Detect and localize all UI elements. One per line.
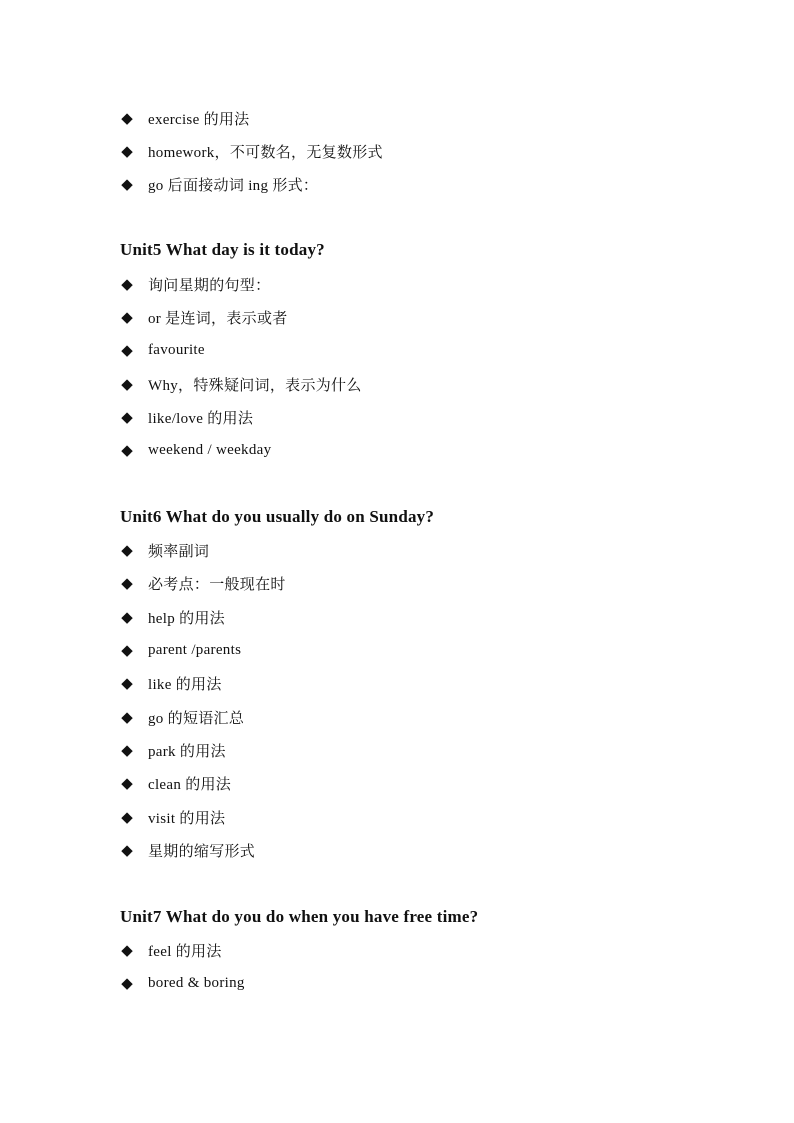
list-item-text: weekend / weekday [148, 441, 272, 458]
diamond-bullet-icon: ◆ [121, 109, 133, 127]
diamond-bullet-icon: ◆ [121, 608, 133, 626]
list-item [120, 272, 270, 296]
list-item [120, 838, 255, 862]
diamond-bullet-icon: ◆ [121, 941, 133, 959]
unit5-heading: Unit5 What day is it today? [120, 240, 325, 259]
list-item [120, 738, 226, 762]
list-item [120, 605, 225, 629]
list-item [120, 805, 225, 829]
list-item [120, 305, 288, 329]
diamond-bullet-icon: ◆ [121, 175, 133, 193]
list-item-text: visit 的用法 [148, 810, 226, 827]
list-item [120, 971, 245, 995]
list-item [120, 438, 271, 462]
list-item [120, 538, 209, 562]
diamond-bullet-icon: ◆ [121, 808, 133, 826]
diamond-bullet-icon: ◆ [121, 408, 133, 426]
list-item-text: exercise 的用法 [148, 111, 250, 128]
list-item-text: homework，不可数名，无复数形式 [148, 144, 383, 161]
list-item [120, 106, 249, 130]
diamond-bullet-icon: ◆ [121, 841, 133, 859]
list-item [120, 338, 205, 362]
list-item-text: go 后面接动词 ing 形式： [148, 177, 319, 194]
list-item-text: park 的用法 [148, 743, 226, 760]
diamond-bullet-icon: ◆ [121, 341, 133, 359]
unit7-heading: Unit7 What do you do when you have free time? [120, 907, 479, 926]
diamond-bullet-icon: ◆ [121, 574, 133, 592]
diamond-bullet-icon: ◆ [121, 275, 133, 293]
list-item [120, 638, 241, 662]
list-item-text: parent /parents [148, 641, 242, 658]
diamond-bullet-icon: ◆ [121, 142, 133, 160]
list-item-text: favourite [148, 341, 205, 358]
unit6-heading: Unit6 What do you usually do on Sunday? [120, 507, 435, 526]
list-item [120, 671, 222, 695]
list-item [120, 372, 362, 396]
list-item [120, 771, 231, 795]
diamond-bullet-icon: ◆ [121, 708, 133, 726]
list-item-text: 必考点：一般现在时 [148, 576, 286, 593]
list-item-text: bored & boring [148, 974, 245, 991]
diamond-bullet-icon: ◆ [121, 308, 133, 326]
list-item-text: Why，特殊疑问词，表示为什么 [148, 377, 362, 394]
list-item [120, 139, 383, 163]
diamond-bullet-icon: ◆ [121, 741, 133, 759]
list-item-text: 频率副词 [148, 543, 210, 560]
list-item-text: help 的用法 [148, 610, 225, 627]
diamond-bullet-icon: ◆ [121, 441, 133, 459]
diamond-bullet-icon: ◆ [121, 774, 133, 792]
diamond-bullet-icon: ◆ [121, 674, 133, 692]
list-item [120, 405, 253, 429]
list-item-text: go 的短语汇总 [148, 710, 245, 727]
list-item-text: or 是连词，表示或者 [148, 310, 288, 327]
diamond-bullet-icon: ◆ [121, 541, 133, 559]
list-item-text: clean 的用法 [148, 776, 232, 793]
list-item [120, 938, 222, 962]
list-item-text: feel 的用法 [148, 943, 222, 960]
list-item [120, 705, 244, 729]
diamond-bullet-icon: ◆ [121, 375, 133, 393]
list-item [120, 172, 318, 196]
list-item-text: like/love 的用法 [148, 410, 254, 427]
list-item-text: 询问星期的句型： [148, 277, 271, 294]
diamond-bullet-icon: ◆ [121, 974, 133, 992]
list-item-text: like 的用法 [148, 676, 222, 693]
list-item [120, 571, 286, 595]
list-item-text: 星期的缩写形式 [148, 843, 256, 860]
diamond-bullet-icon: ◆ [121, 641, 133, 659]
